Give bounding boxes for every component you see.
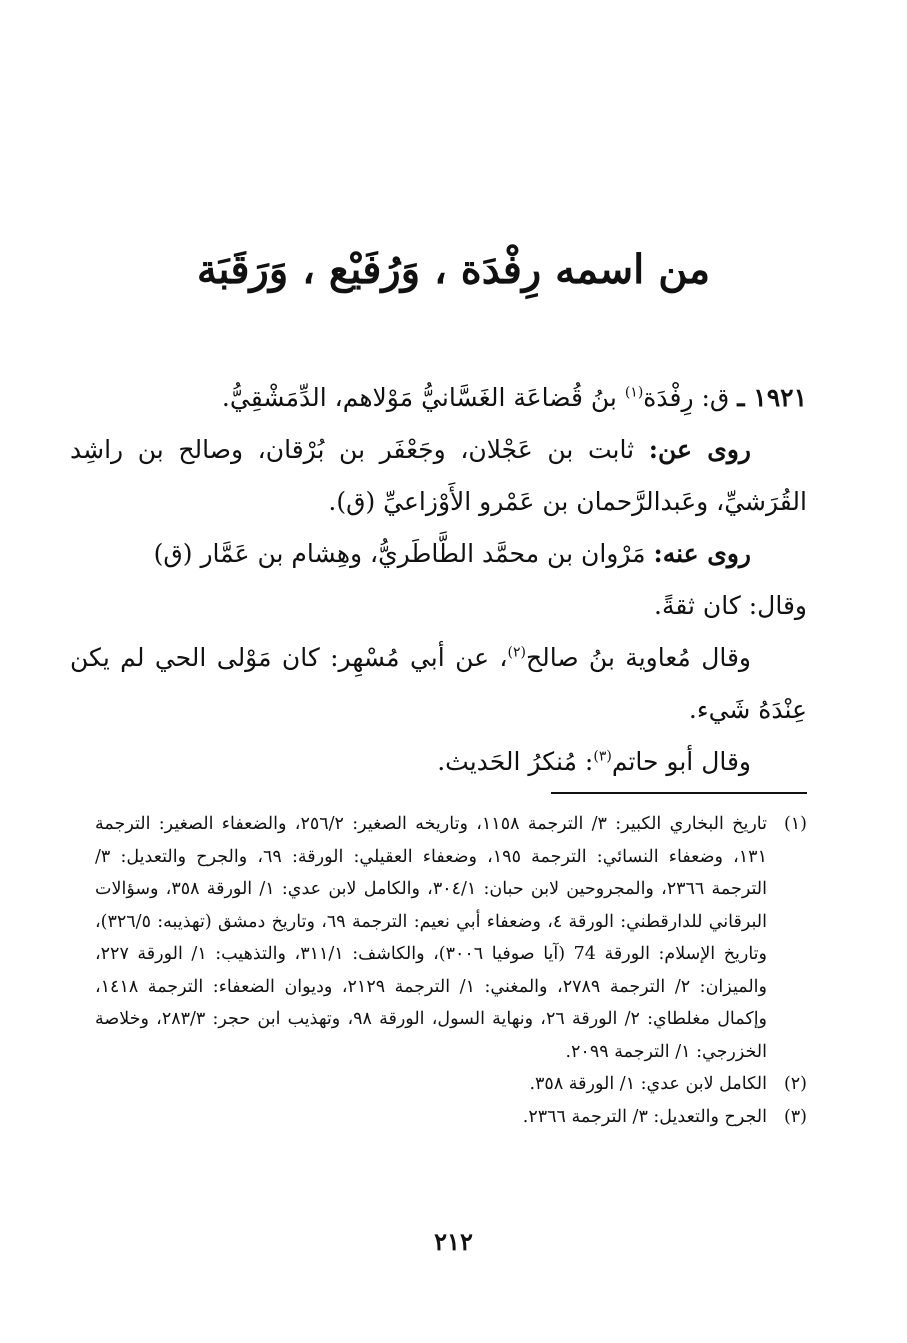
said2-text-a: وقال مُعاوية بنُ صالح (525, 643, 751, 672)
footnote-text: الكامل لابن عدي: ١/ الورقة ٣٥٨. (529, 1074, 767, 1094)
footnotes (95, 808, 807, 1133)
footnote-1 (95, 808, 807, 1068)
entry-body (70, 372, 807, 788)
page-number: ٢١٢ (434, 1227, 473, 1256)
narrated-from-text: ثابت بن عَجْلان، وجَعْفَر بن بُرْقان، وصالح بن راشِد القُرَشيِّ، وعَبدالرَّحمان بن عَمْرو الأَوْزاعيِّ (ق). (70, 435, 807, 516)
said-paragraph-3 (70, 736, 807, 788)
narrated-by-text: مَرْوان بن محمَّد الطَّاطَريُّ، وهِشام بن عَمَّار (ق) (153, 539, 654, 568)
footnote-divider (551, 792, 807, 794)
narrated-from-paragraph (70, 424, 807, 528)
footnote-2 (95, 1068, 807, 1101)
footnote-ref-2[interactable]: (٢) (507, 644, 526, 661)
footnote-ref-3[interactable]: (٣) (593, 748, 612, 765)
entry-header-name: ق: رِفْدَة (643, 383, 730, 412)
said-paragraph-1: وقال: كان ثقةً. (654, 591, 807, 620)
footnote-number: (١) (783, 814, 807, 834)
said3-text-b: : مُنكرُ الحَديث. (437, 747, 594, 776)
narrated-from-label: روى عن: (648, 435, 752, 464)
footnote-3 (95, 1101, 807, 1134)
footnote-ref-1[interactable]: (١) (624, 384, 644, 401)
section-title: من اسمه رِفْدَة ، وَرُفَيْع ، وَرَقَبَة (196, 246, 711, 293)
said-paragraph-2 (70, 632, 807, 736)
narrated-by-label: روى عنه: (653, 539, 751, 568)
footnote-text: الجرح والتعديل: ٣/ الترجمة ٢٣٦٦. (522, 1106, 767, 1127)
said3-text-a: وقال أبو حاتم (611, 747, 751, 776)
entry-header (70, 372, 807, 424)
narrated-by-paragraph (70, 528, 807, 580)
entry-number: ١٩٢١ ـ (737, 383, 807, 412)
entry-header-rest: بنُ قُضاعَة الغَسَّانيُّ مَوْلاهم، الدِّمَشْقِيُّ. (221, 383, 625, 412)
footnote-number: (٣) (783, 1106, 807, 1127)
footnote-text: تاريخ البخاري الكبير: ٣/ الترجمة ١١٥٨، وتاريخه الصغير: ٢٥٦/٢، والضعفاء الصغير: الترجمة ١٣١، وضعفاء النسائي: الترجمة ١٩٥، وضعفاء العقيلي: الورقة: ٦٩، والجرح والتعديل: ٣/ الترجمة ٢٣٦٦، والمجروحين لابن حبان: ٣٠٤/١، والكامل لابن عدي: ١/ الورقة ٣٥٨، وسؤالات البرقاني للدارقطني: الورقة ٤، وضعفاء أبي نعيم: الترجمة ٦٩، وتاريخ دمشق (تهذيبه: ٣٢٦/٥)، وتاريخ الإسلام: الورقة 74 (آيا صوفيا ٣٠٠٦)، والكاشف: ٣١١/١، والتذهيب: ١/ الورقة ٢٢٧، والميزان: ٢/ الترجمة ٢٧٨٩، والمغني: ١/ الترجمة ٢١٢٩، وديوان الضعفاء: الترجمة ١٤١٨، وإكمال مغلطاي: ٢/ الورقة ٢٦، ونهاية السول، الورقة ٩٨، وتهذيب ابن حجر: ٢٨٣/٣، وخلاصة الخزرجي: ١/ الترجمة ٢٠٩٩. (95, 814, 768, 1062)
said2-text-b: ، عن أبي مُسْهِر: كان مَوْلى الحي لم يكن عِنْدَهُ شَيء. (70, 643, 807, 724)
footnote-number: (٢) (783, 1074, 807, 1094)
